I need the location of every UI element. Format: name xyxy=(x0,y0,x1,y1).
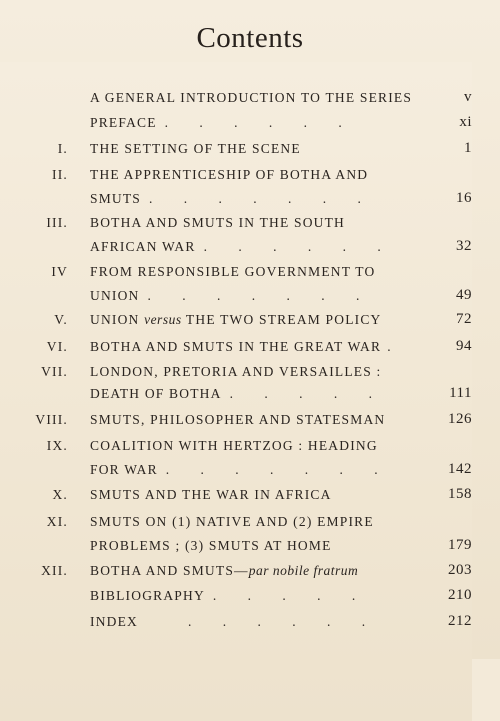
dot-leader: . . . . . . . xyxy=(147,288,374,303)
chapter-number: IV xyxy=(51,264,68,279)
entry-title: BOTHA AND SMUTS— xyxy=(90,563,249,578)
toc-entry-preface xyxy=(0,113,500,137)
entry-page: 212 xyxy=(448,613,472,629)
dot-leader: . . . . . . xyxy=(203,239,395,254)
entry-page: 32 xyxy=(456,238,472,254)
entry-page: 210 xyxy=(448,587,472,603)
dot-leader: . . . . . xyxy=(212,588,370,603)
toc-entry-chapter-9 xyxy=(0,436,500,484)
chapter-number: I. xyxy=(57,141,68,156)
entry-title: THE SETTING OF THE SCENE xyxy=(90,141,301,156)
toc-entry-chapter-4 xyxy=(0,262,500,310)
entry-title-italic: versus xyxy=(144,312,182,327)
page-title: Contents xyxy=(196,22,304,54)
toc-entry-chapter-1 xyxy=(0,139,500,163)
entry-page: 203 xyxy=(448,562,472,578)
entry-page: 111 xyxy=(449,385,472,401)
entry-page: 158 xyxy=(448,486,472,502)
chapter-number: XII. xyxy=(41,563,68,578)
entry-title: BOTHA AND SMUTS IN THE GREAT WAR xyxy=(90,339,382,354)
chapter-number: V. xyxy=(54,312,68,327)
entry-page: 126 xyxy=(448,411,472,427)
entry-page: 1 xyxy=(464,140,472,156)
dot-leader: . . . . . . xyxy=(164,115,356,130)
entry-title-italic: par nobile fratrum xyxy=(248,563,359,578)
entry-page: 72 xyxy=(456,311,472,327)
chapter-number: III. xyxy=(46,215,68,230)
toc-entry-index xyxy=(0,612,500,636)
toc-entry-chapter-12 xyxy=(0,561,500,585)
chapter-number: IX. xyxy=(46,438,68,453)
entry-page: 16 xyxy=(456,190,472,206)
entry-title-continued: SMUTS xyxy=(90,191,142,206)
toc-entry-chapter-10 xyxy=(0,485,500,509)
entry-title: UNION xyxy=(90,312,140,327)
entry-title: COALITION WITH HERTZOG : HEADING xyxy=(90,438,378,453)
entry-page: 49 xyxy=(456,287,472,303)
chapter-number: II. xyxy=(52,167,68,182)
entry-title-continued: DEATH OF BOTHA xyxy=(90,386,222,401)
toc-entry-chapter-2 xyxy=(0,165,500,213)
entry-title-continued: AFRICAN WAR xyxy=(90,239,196,254)
entry-title: THE APPRENTICESHIP OF BOTHA AND xyxy=(90,167,369,182)
entry-title-continued: PROBLEMS ; (3) SMUTS AT HOME xyxy=(90,538,332,553)
entry-title-continued: UNION xyxy=(90,288,140,303)
entry-title: A GENERAL INTRODUCTION TO THE SERIES xyxy=(90,90,413,105)
entry-page: 94 xyxy=(456,338,472,354)
toc-entry-bibliography xyxy=(0,586,500,610)
entry-page: v xyxy=(464,89,472,105)
entry-title: LONDON, PRETORIA AND VERSAILLES : xyxy=(90,364,382,379)
entry-title: INDEX xyxy=(90,614,138,629)
toc-entry-chapter-11 xyxy=(0,512,500,560)
entry-title: SMUTS, PHILOSOPHER AND STATESMAN xyxy=(90,412,386,427)
entry-title: SMUTS ON (1) NATIVE AND (2) EMPIRE xyxy=(90,514,374,529)
entry-title: FROM RESPONSIBLE GOVERNMENT TO xyxy=(90,264,376,279)
entry-page: xi xyxy=(459,114,472,130)
entry-page: 142 xyxy=(448,461,472,477)
toc-entry-chapter-3 xyxy=(0,213,500,261)
toc-entry-chapter-5 xyxy=(0,310,500,334)
chapter-number: VI. xyxy=(46,339,68,354)
toc-entry-chapter-8 xyxy=(0,410,500,434)
dot-leader: . . . . . . . xyxy=(165,462,392,477)
dot-leader: . . . . . xyxy=(229,386,386,401)
entry-title-end: THE TWO STREAM POLICY xyxy=(185,312,382,327)
entry-page: 179 xyxy=(448,537,472,553)
entry-title: PREFACE xyxy=(90,115,157,130)
toc-entry-chapter-6 xyxy=(0,337,500,361)
entry-title: BIBLIOGRAPHY xyxy=(90,588,205,603)
toc-entry-introduction xyxy=(0,88,500,112)
chapter-number: VIII. xyxy=(35,412,68,427)
entry-title-continued: FOR WAR xyxy=(90,462,158,477)
dot-leader: . . . . . . xyxy=(188,614,380,629)
entry-title: SMUTS AND THE WAR IN AFRICA xyxy=(90,487,332,502)
dot-leader: . xyxy=(387,339,393,354)
toc-entry-chapter-7 xyxy=(0,362,500,410)
chapter-number: XI. xyxy=(46,514,68,529)
dot-leader: . . . . . . . xyxy=(149,191,375,206)
chapter-number: VII. xyxy=(41,364,68,379)
chapter-number: X. xyxy=(52,487,68,502)
entry-title: BOTHA AND SMUTS IN THE SOUTH xyxy=(90,215,345,230)
